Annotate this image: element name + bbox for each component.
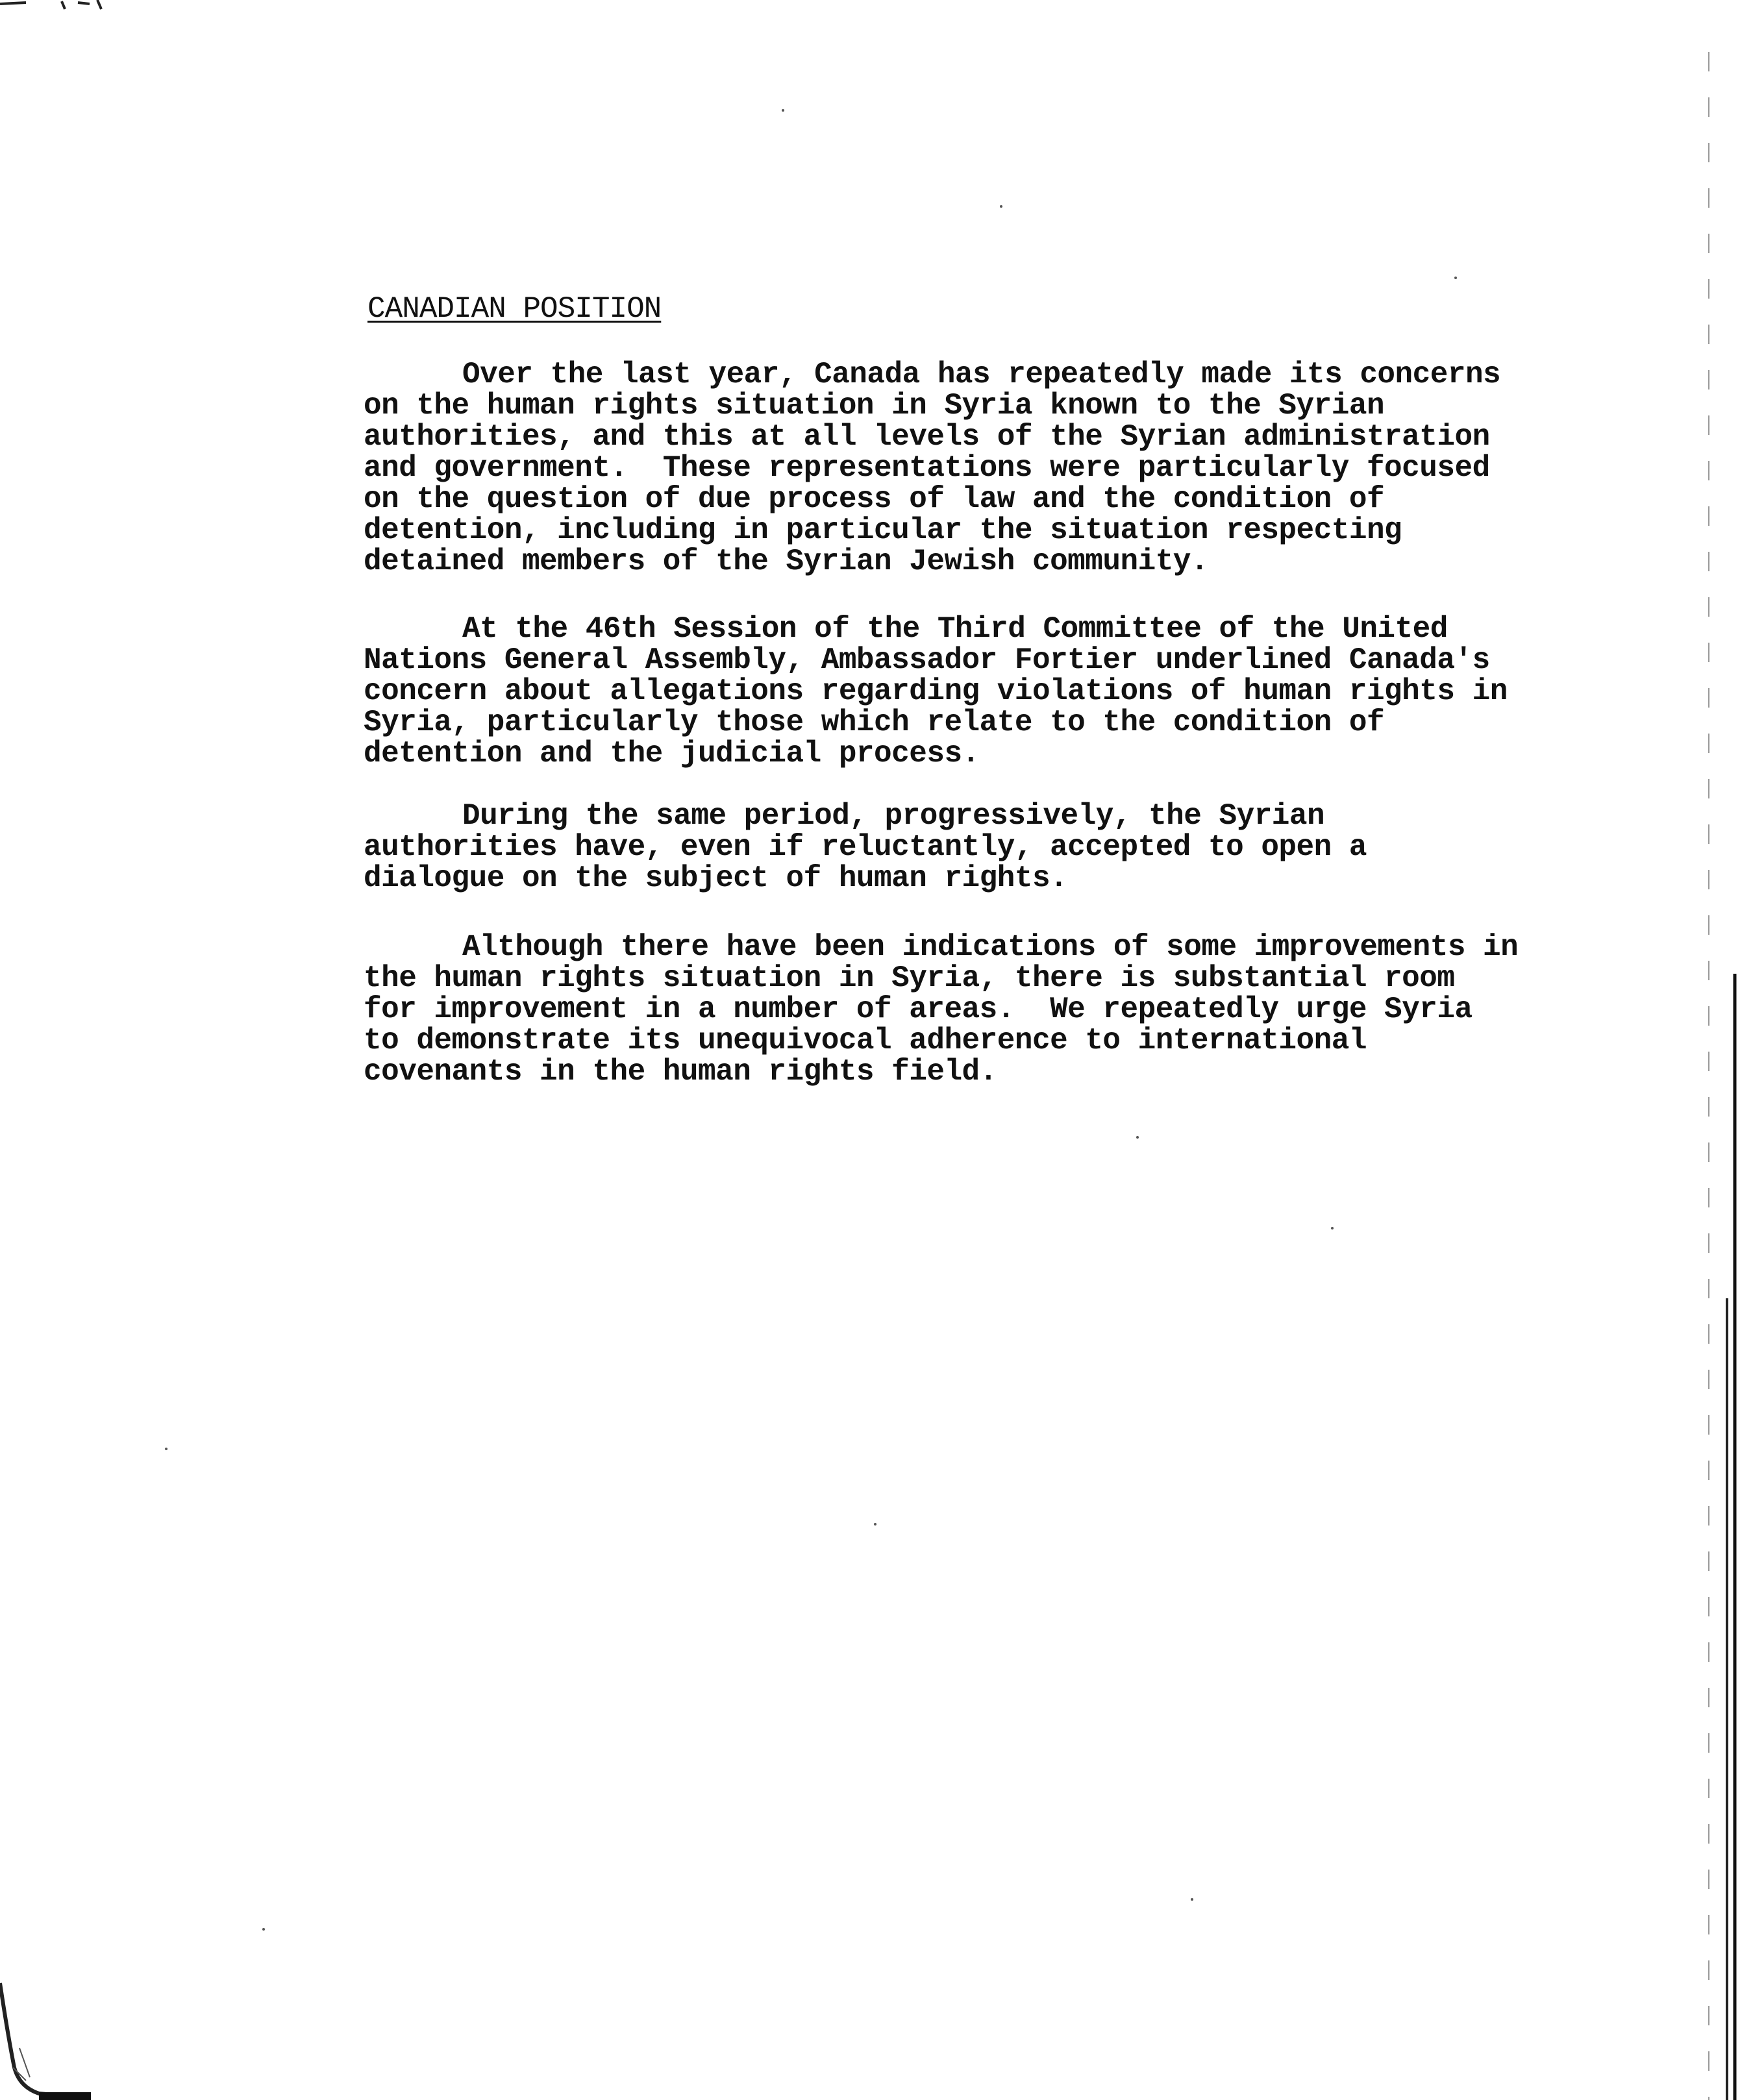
paragraph-line: for improvement in a number of areas. We repeatedly urge Syria [364,993,1473,1026]
paragraph-line: Syria, particularly those which relate to the condition of [364,706,1385,739]
scan-speck [165,1448,168,1450]
paragraph-line: to demonstrate its unequivocal adherence to international [364,1024,1367,1057]
paragraph-line: detained members of the Syrian Jewish community. [364,545,1209,578]
paragraph-line: During the same period, progressively, the Syrian [462,799,1325,833]
paragraph-line: and government. These representations were particularly focused [364,451,1490,485]
paragraph-line: Over the last year, Canada has repeatedly made its concerns [462,358,1501,391]
scan-mark-top-left [0,0,117,19]
paragraph-line: At the 46th Session of the Third Committee of the United [462,612,1448,646]
paragraph [364,359,1500,577]
paragraph-line: authorities, and this at all levels of the Syrian administration [364,420,1490,454]
scan-speck [1191,1898,1193,1901]
scan-speck [782,109,784,112]
paragraph-line: on the question of due process of law and the condition of [364,482,1385,516]
scan-speck [1000,205,1002,208]
paragraph-line: Nations General Assembly, Ambassador Fortier underlined Canada's [364,643,1490,677]
scan-mark-bottom-left [0,1970,97,2100]
paragraph-line: covenants in the human rights field. [364,1055,997,1089]
scan-speck [874,1523,876,1526]
paragraph-line: detention, including in particular the situation respecting [364,513,1402,547]
paragraph [364,613,1508,769]
paragraph [364,932,1518,1087]
scan-speck [1331,1227,1334,1229]
paragraph-line: dialogue on the subject of human rights. [364,861,1068,895]
paragraph-line: detention and the judicial process. [364,737,980,771]
scan-right-edge [1701,0,1740,2100]
paragraph-line: authorities have, even if reluctantly, accepted to open a [364,830,1367,864]
paragraph-line: the human rights situation in Syria, there is substantial room [364,961,1455,995]
scan-speck [1454,277,1457,279]
paragraph-line: Although there have been indications of some improvements in [462,930,1519,964]
section-heading: CANADIAN POSITION [367,292,662,326]
paragraph-line: concern about allegations regarding violations of human rights in [364,674,1508,708]
paragraph-line: on the human rights situation in Syria known to the Syrian [364,389,1385,423]
scan-speck [262,1928,265,1931]
scan-speck [1136,1136,1139,1139]
paragraph [364,800,1367,894]
